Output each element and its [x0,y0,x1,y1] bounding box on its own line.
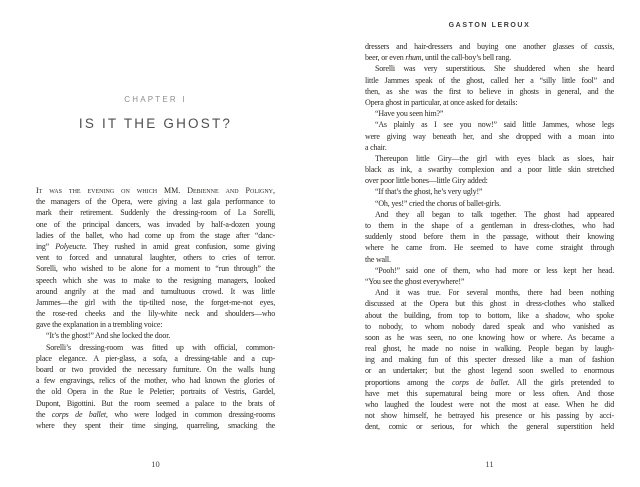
body-line: about the building, from top to bottom, like a shadow, who spoke [365,310,614,320]
running-header: GASTON LEROUX [448,22,531,29]
body-line: suddenly stood before them in the passage, without their knowing [365,232,614,242]
body-line: to nobody, to whom nobody dared speak and who vanished as [365,321,614,331]
left-page [36,0,275,487]
body-line: dent, comic or serious, for which the general superstition held [365,422,614,432]
body-line: “It’s the ghost!” And she locked the door. [46,331,171,341]
body-line: “If that’s the ghost, he’s very ugly!” [375,187,483,197]
body-line: “Oh, yes!” cried the chorus of ballet-girls. [375,198,501,208]
body-line: the wall. [365,254,391,264]
body-line: the rose-red cheeks and the lily-white neck and shoulders—who [36,309,275,319]
body-line: Sorelli was very superstitious. She shuddered when she heard [375,64,614,74]
body-line: It was the evening on which MM. Debienne and Poligny, [36,186,275,195]
body-line: beer, or even rhum, until the call-boy’s bell rang. [365,53,511,63]
body-line: gave the explanation in a trembling voice: [36,320,163,330]
body-line: around angrily at the mad and tumultuous crowd. It was little [36,286,275,296]
body-line: “Pooh!” said one of them, who had more or less kept her head. [375,265,614,275]
chapter-title: IS IT THE GHOST? [78,116,233,131]
body-line: the corps de ballet, who were lodged in common dressing-rooms [36,409,275,419]
body-line: Sorelli, who wished to be alone for a moment to “run through” the [36,264,275,274]
body-line: Dupont, Bigottini. But the room seemed a palace to the brats of [36,398,275,408]
body-line: little Jammes speak of the ghost, called her a “silly little fool” and [365,75,614,85]
body-line: where they spent their time singing, quarreling, smacking the [36,420,275,430]
body-line: Opera ghost in particular, at once asked for details: [365,97,518,107]
body-line: the managers of the Opera, were giving a last gala performance to [36,197,275,207]
body-line: who laughed the loudest were not the most at ease. When he did [365,400,614,409]
body-line: or an undertaker; but the ghost legend soon swelled to enormous [365,366,614,376]
body-line: real ghost, he made no noise in walking. People began by laugh- [365,344,614,354]
body-line: And it was true. For several months, there had been nothing [375,288,614,298]
body-line: ing” Polyeucte. They rushed in amid great confusion, some giving [36,241,275,251]
chapter-label: CHAPTER I [124,95,187,104]
body-line: Jammes—the girl with the tip-tilted nose, the forget-me-not eyes, [36,297,275,307]
body-line: were giving way beneath her, and she dropped with a moan into [365,131,614,141]
body-line: mark their retirement. Suddenly the dressing-room of La Sorelli, [36,208,275,218]
body-line: ladies of the ballet, who had come up from the stage after “danc- [36,230,275,240]
page-number-left: 10 [151,459,160,469]
body-line: “You see the ghost everywhere!” [365,276,465,286]
body-line: Thereupon little Giry—the girl with eyes black as sloes, hair [375,153,614,163]
body-line: “Have you seen him?” [375,109,444,119]
body-line: the old Opera in the Rue le Peletier; portraits of Vestris, Gardel, [36,387,275,397]
body-line: proportions among the corps de ballet. All the girls pretended to [365,377,614,387]
body-line: speech which she was to make to the resigning managers, looked [36,275,275,285]
body-line: to them in the shape of a gentleman in dress-clothes, who had [365,221,614,230]
body-line: board or two provided the necessary furniture. On the walls hung [36,365,275,374]
body-line: a chair. [365,142,387,152]
body-line: one of the principal dancers, was invaded by half-a-dozen young [36,219,275,229]
body-line: black as ink, a swarthy complexion and a poor little skin stretched [365,165,614,175]
page-number-right: 11 [485,459,494,469]
body-line: dressers and hair-dressers and buying one another glasses of cassis, [365,42,614,51]
body-line: where he came from. He seemed to have come straight through [365,243,614,253]
body-line: have met this supernatural being more or less often. And those [365,388,614,398]
body-line: discussed at the Opera but this ghost in dress-clothes who stalked [365,299,614,309]
body-line: Sorelli’s dressing-room was fitted up with official, common- [46,342,275,352]
body-line: place elegance. A pier-glass, a sofa, a dressing-table and a cup- [36,353,275,363]
body-line: vent to forced and unnatural laughter, others to cries of terror. [36,253,275,263]
right-page-body [365,41,614,433]
body-line: And they all began to talk together. The ghost had appeared [375,209,614,219]
body-line: soon as he was seen, no one knowing how or where. As became a [365,332,614,342]
body-line: then, as she was the first to believe in ghosts in general, and the [365,86,614,96]
body-line: ing and making fun of this specter dressed like a man of fashion [365,355,614,365]
body-line: over poor little bones—little Giry added: [365,176,488,186]
body-line: a few engravings, relics of the mother, who had known the glories of [36,376,275,386]
left-page-body [36,185,275,431]
right-page [365,0,614,487]
body-line: not show himself, he betrayed his presence or his passing by acci- [365,411,614,421]
body-line: “As plainly as I see you now!” said little Jammes, whose legs [375,120,614,130]
